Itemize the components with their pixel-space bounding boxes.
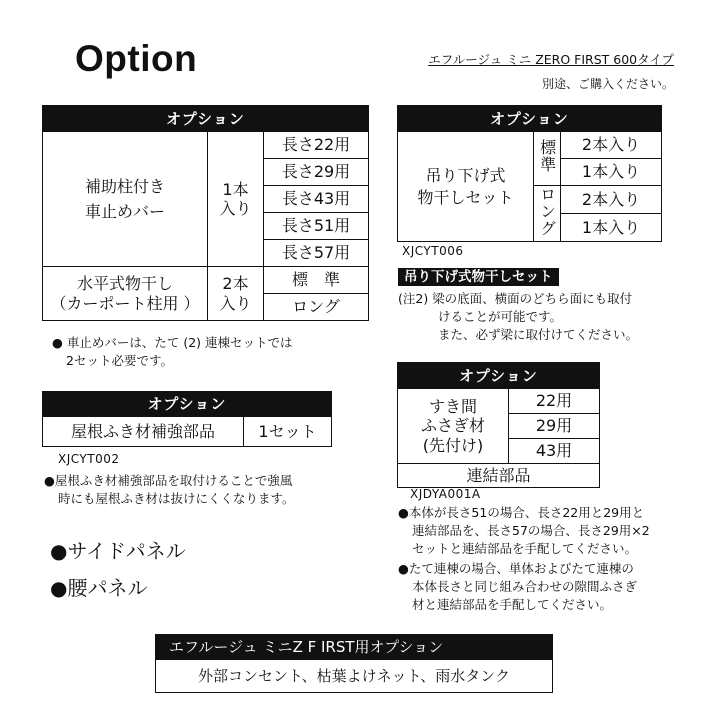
table-header: オプション	[43, 106, 369, 132]
group-standard: 標準	[534, 132, 561, 186]
size-cell: 43用	[509, 439, 600, 464]
length-cell: 長さ43用	[264, 186, 369, 213]
type-cell: ロング	[264, 294, 369, 321]
product-code: XJDYA001A	[410, 487, 481, 501]
type-cell: 標 準	[264, 267, 369, 294]
table-header: オプション	[398, 106, 662, 132]
item-name: 吊り下げ式 物干しセット	[398, 132, 534, 242]
roof-reinforcement-note: ●屋根ふき材補強部品を取付けることで強風 時にも屋根ふき材は抜けにくくなります。	[44, 473, 295, 507]
length-cell: 長さ22用	[264, 132, 369, 159]
item-name: 屋根ふき材補強部品	[43, 417, 244, 447]
gap-filler-note-1: ●本体が長さ51の場合、長さ22用と29用と 連結部品を、長さ57の場合、長さ29用×2 セットと連結部品を手配してください。	[398, 505, 650, 557]
table-header: オプション	[43, 392, 332, 417]
hanging-dryer-note: (注2) 梁の底面、横面のどちら面にも取付 けることが可能です。 また、必ず梁に取付けてください。	[398, 291, 639, 343]
product-code: XJCYT006	[402, 244, 464, 258]
gap-filler-note-2: ●たて連棟の場合、単体およびたて連棟の 本体長さと同じ組み合わせの隙間ふさぎ 材と連結部品を手配してください。	[398, 561, 638, 613]
option-table-gap-filler	[397, 362, 600, 488]
length-cell: 長さ57用	[264, 240, 369, 267]
size-cell: 29用	[509, 414, 600, 439]
size-cell: 22用	[509, 389, 600, 414]
item-name: 補助柱付き 車止めバー	[43, 132, 208, 267]
item-qty: 1セット	[244, 417, 332, 447]
count-cell: 1本入り	[561, 214, 662, 242]
item-qty: 1本 入り	[208, 132, 264, 267]
product-code: XJCYT002	[58, 452, 120, 466]
count-cell: 2本入り	[561, 186, 662, 214]
count-cell: 1本入り	[561, 159, 662, 186]
side-panel-item: ●サイドパネル	[50, 539, 186, 563]
car-stop-note: ● 車止めバーは、たて (2) 連棟セットでは 2セット必要です。	[52, 335, 293, 369]
separate-purchase-note: 別途、ご購入ください。	[541, 77, 674, 91]
length-cell: 長さ51用	[264, 213, 369, 240]
footer-body: 外部コンセント、枯葉よけネット、雨水タンク	[155, 660, 553, 693]
footer-header: エフルージュ ミニZ F IRST用オプション	[155, 634, 553, 660]
footer-options-box	[155, 634, 553, 693]
model-name: エフルージュ ミニ ZERO FIRST 600タイプ	[428, 52, 674, 67]
page-title: Option	[75, 38, 198, 79]
hanging-dryer-tag: 吊り下げ式物干しセット	[398, 265, 559, 285]
group-long: ロング	[534, 186, 561, 242]
item-qty: 2本 入り	[208, 267, 264, 321]
waist-panel-item: ●腰パネル	[50, 576, 148, 600]
table-header: オプション	[398, 363, 600, 389]
option-table-hanging-dryer	[397, 105, 662, 242]
length-cell: 長さ29用	[264, 159, 369, 186]
item-name: すき間 ふさぎ材 (先付け)	[398, 389, 509, 464]
connector-cell: 連結部品	[398, 464, 600, 488]
count-cell: 2本入り	[561, 132, 662, 159]
item-name: 水平式物干し （カーポート柱用 ）	[43, 267, 208, 321]
option-table-roof-reinforcement	[42, 391, 332, 447]
option-table-car-stop	[42, 105, 369, 321]
